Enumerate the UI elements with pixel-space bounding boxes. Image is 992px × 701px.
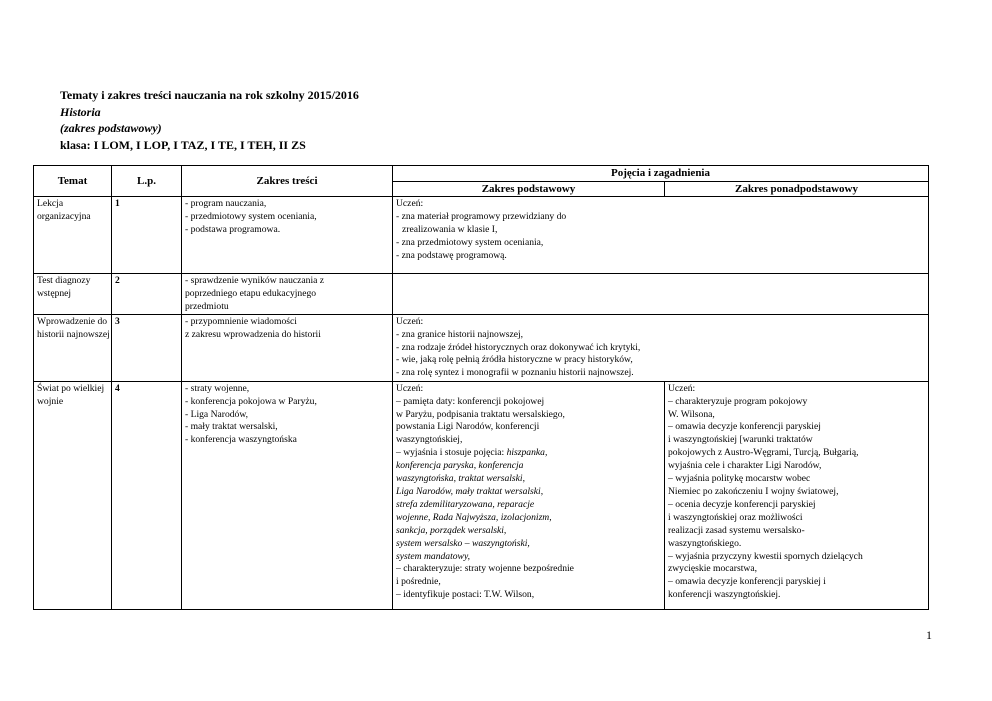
cell-line: - zna rodzaje źródeł historycznych oraz dokonywać ich krytyki, <box>396 341 641 353</box>
row-temat <box>34 274 112 315</box>
row-lp: 2 <box>112 274 182 315</box>
row-lp: 4 <box>112 381 182 609</box>
cell-line: Lekcja <box>37 198 64 209</box>
cell-line: Uczeń: <box>396 315 424 327</box>
cell-line: Uczeń: <box>668 382 696 394</box>
document-header <box>60 87 359 153</box>
row-zakres-podstawowy <box>393 381 665 609</box>
cell-line: – identyfikuje postaci: T.W. Wilson, <box>396 589 535 601</box>
cell-line: i waszyngtońskiej [warunki traktatów <box>668 434 813 446</box>
cell-line: - konferencja waszyngtońska <box>185 434 297 446</box>
row-pojecia <box>393 197 929 274</box>
header-zakres-tresci: Zakres treści <box>182 166 393 197</box>
cell-line: konferencja paryska, konferencja <box>396 460 524 472</box>
cell-line: Uczeń: <box>396 382 424 394</box>
cell-line: Wprowadzenie do <box>37 315 108 327</box>
cell-line: wyjaśnia cele i charakter Ligi Narodów, <box>668 460 822 472</box>
cell-line: zwycięskie mocarstwa, <box>668 563 757 575</box>
header-zakres-podstawowy: Zakres podstawowy <box>393 182 665 197</box>
table-row <box>34 274 929 315</box>
cell-line: Test diagnozy <box>37 275 91 286</box>
cell-line: system wersalsko – waszyngtoński, <box>396 537 530 549</box>
row-temat <box>34 381 112 609</box>
cell-line: system mandatowy, <box>396 550 471 562</box>
cell-line: – charakteryzuje program pokojowy <box>668 395 808 407</box>
cell-line: historii najnowszej <box>37 328 110 340</box>
cell-line: powstania Ligi Narodów, konferencji <box>396 421 540 433</box>
header-zakres-ponadpodstawowy: Zakres ponadpodstawowy <box>665 182 929 197</box>
table-row <box>34 381 929 609</box>
cell-line: - zna rolę syntez i monografii w poznaniu historii najnowszej. <box>396 367 634 379</box>
cell-line: – ocenia decyzje konferencji paryskiej <box>668 498 816 510</box>
cell-line: sankcja, porządek wersalski, <box>396 524 507 536</box>
cell-line: - zna materiał programowy przewidziany do <box>396 210 567 222</box>
row-temat <box>34 314 112 381</box>
cell-line: – wyjaśnia przyczyny kwestii spornych dzielących <box>668 550 863 562</box>
cell-line: - wie, jaką rolę pełnią źródła historyczne w pracy historyków, <box>396 354 633 366</box>
row-zakres <box>182 381 393 609</box>
cell-line: poprzedniego etapu edukacyjnego <box>185 287 317 299</box>
page-number: 1 <box>926 628 932 642</box>
cell-line: i waszyngtońskiej oraz możliwości <box>668 511 803 523</box>
cell-line: waszyngtońska, traktat wersalski, <box>396 473 525 485</box>
cell-line: - mały traktat wersalski, <box>185 421 278 433</box>
cell-line: w Paryżu, podpisania traktatu wersalskiego, <box>396 408 565 420</box>
cell-line: strefa zdemilitaryzowana, reparacje <box>396 498 535 510</box>
cell-line: Liga Narodów, mały traktat wersalski, <box>396 485 544 497</box>
row-zakres-ponadpodstawowy <box>665 381 929 609</box>
cell-line: - podstawa programowa. <box>185 223 281 235</box>
cell-line: Świat po wielkiej <box>37 382 105 394</box>
cell-line: wstępnej <box>37 287 72 299</box>
cell-line: - zna przedmiotowy system oceniania, <box>396 236 544 248</box>
row-pojecia <box>393 314 929 381</box>
cell-line: - sprawdzenie wyników nauczania z <box>185 275 325 286</box>
cell-line: - zna granice historii najnowszej, <box>396 328 524 340</box>
cell-line: i pośrednie, <box>396 576 441 588</box>
table-row <box>34 314 929 381</box>
cell-line: zrealizowania w klasie I, <box>402 223 498 235</box>
table-row <box>34 197 929 274</box>
cell-line: Niemiec po zakończeniu I wojny światowej, <box>668 485 839 497</box>
cell-line: wojenne, Rada Najwyższa, izolacjonizm, <box>396 511 552 523</box>
row-lp: 1 <box>112 197 182 274</box>
row-zakres <box>182 197 393 274</box>
cell-line: W. Wilsona, <box>668 408 715 420</box>
cell-line: - Liga Narodów, <box>185 408 249 420</box>
cell-line: – wyjaśnia i stosuje pojęcia: hiszpanka, <box>396 447 548 459</box>
row-zakres <box>182 274 393 315</box>
cell-line: - konferencja pokojowa w Paryżu, <box>185 395 317 407</box>
header-lp: L.p. <box>112 166 182 197</box>
cell-line: pokojowych z Austro-Węgrami, Turcją, Bułgarią, <box>668 447 859 459</box>
cell-line: konferencji waszyngtońskiej. <box>668 589 781 601</box>
cell-line: realizacji zasad systemu wersalsko- <box>668 524 805 536</box>
row-zakres <box>182 314 393 381</box>
class-list: klasa: I LOM, I LOP, I TAZ, I TE, I TEH, II ZS <box>60 137 306 152</box>
row-pojecia <box>393 274 929 315</box>
cell-line: – pamięta daty: konferencji pokojowej <box>396 395 545 407</box>
cell-line: Uczeń: <box>396 198 424 209</box>
cell-line: z zakresu wprowadzenia do historii <box>185 328 321 340</box>
cell-line: - przypomnienie wiadomości <box>185 315 297 327</box>
cell-line: – wyjaśnia politykę mocarstw wobec <box>668 473 811 485</box>
row-lp: 3 <box>112 314 182 381</box>
row-temat <box>34 197 112 274</box>
cell-line: - przedmiotowy system oceniania, <box>185 210 317 222</box>
cell-line: – omawia decyzje konferencji paryskiej i <box>668 576 826 588</box>
scope-label: (zakres podstawowy) <box>60 121 162 135</box>
subject-name: Historia <box>60 104 101 119</box>
cell-line: - program nauczania, <box>185 198 267 209</box>
cell-line: – charakteryzuje: straty wojenne bezpośrednie <box>396 563 574 575</box>
cell-line: - straty wojenne, <box>185 382 250 394</box>
header-temat: Temat <box>34 166 112 197</box>
curriculum-table <box>33 165 929 610</box>
cell-line: waszyngtońskiej, <box>396 434 463 446</box>
cell-line: – omawia decyzje konferencji paryskiej <box>668 421 821 433</box>
cell-line: organizacyjna <box>37 210 91 222</box>
cell-line: - zna podstawę programową. <box>396 249 507 261</box>
cell-line: wojnie <box>37 395 64 407</box>
cell-line: waszyngtońskiego. <box>668 537 742 549</box>
document-title: Tematy i zakres treści nauczania na rok szkolny 2015/2016 <box>60 88 359 102</box>
cell-line: przedmiotu <box>185 300 229 312</box>
header-pojecia: Pojęcia i zagadnienia <box>393 166 929 182</box>
